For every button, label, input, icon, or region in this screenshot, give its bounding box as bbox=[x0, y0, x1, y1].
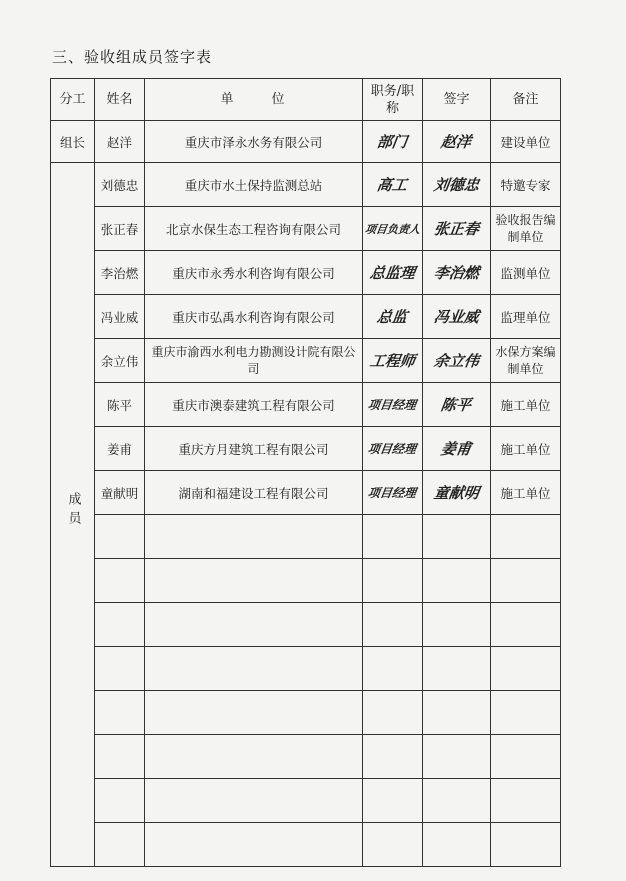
col-unit: 单位 bbox=[145, 79, 363, 121]
member-row bbox=[51, 207, 561, 251]
member-remark: 监测单位 bbox=[491, 251, 561, 295]
member-row bbox=[51, 471, 561, 515]
leader-name: 赵洋 bbox=[95, 121, 145, 163]
member-signature: 刘德忠 bbox=[432, 176, 481, 194]
member-group-role bbox=[51, 163, 95, 867]
member-position: 总监 bbox=[376, 308, 409, 326]
member-position: 高工 bbox=[376, 176, 409, 194]
member-row bbox=[51, 251, 561, 295]
member-position: 项目负责人 bbox=[364, 222, 421, 236]
member-position: 项目经理 bbox=[367, 442, 418, 456]
leader-signature-cell bbox=[423, 121, 491, 163]
member-name: 张正春 bbox=[95, 207, 145, 251]
leader-position: 部门 bbox=[376, 133, 409, 151]
empty-row bbox=[51, 823, 561, 867]
signature-table bbox=[50, 78, 561, 867]
member-unit: 重庆市渝西水利电力勘测设计院有限公司 bbox=[145, 339, 363, 383]
member-remark: 特邀专家 bbox=[491, 163, 561, 207]
member-name: 刘德忠 bbox=[95, 163, 145, 207]
member-name: 冯业威 bbox=[95, 295, 145, 339]
member-row bbox=[51, 163, 561, 207]
member-remark: 施工单位 bbox=[491, 471, 561, 515]
member-name: 李治燃 bbox=[95, 251, 145, 295]
member-unit: 重庆市澳泰建筑工程有限公司 bbox=[145, 383, 363, 427]
member-name: 童献明 bbox=[95, 471, 145, 515]
member-unit: 重庆方月建筑工程有限公司 bbox=[145, 427, 363, 471]
member-position: 项目经理 bbox=[367, 486, 418, 500]
section-heading: 三、验收组成员签字表 bbox=[52, 48, 213, 66]
member-unit: 湖南和福建设工程有限公司 bbox=[145, 471, 363, 515]
member-name: 陈平 bbox=[95, 383, 145, 427]
member-name: 姜甫 bbox=[95, 427, 145, 471]
member-remark: 水保方案编制单位 bbox=[491, 339, 561, 383]
col-role: 分工 bbox=[51, 79, 95, 121]
empty-row bbox=[51, 515, 561, 559]
leader-signature: 赵洋 bbox=[440, 133, 473, 151]
col-remark: 备注 bbox=[491, 79, 561, 121]
empty-row bbox=[51, 559, 561, 603]
member-remark: 验收报告编制单位 bbox=[491, 207, 561, 251]
member-remark: 施工单位 bbox=[491, 427, 561, 471]
member-row bbox=[51, 383, 561, 427]
member-group-label: 成员 bbox=[65, 492, 81, 530]
member-signature: 李治燃 bbox=[432, 264, 481, 282]
empty-row bbox=[51, 647, 561, 691]
member-signature: 余立伟 bbox=[432, 352, 481, 370]
member-row bbox=[51, 339, 561, 383]
col-position: 职务/职称 bbox=[363, 79, 423, 121]
leader-position-cell bbox=[363, 121, 423, 163]
header-row bbox=[51, 79, 561, 121]
leader-row bbox=[51, 121, 561, 163]
member-signature: 姜甫 bbox=[440, 440, 473, 458]
member-name: 余立伟 bbox=[95, 339, 145, 383]
member-position: 总监理 bbox=[368, 264, 417, 282]
member-position: 工程师 bbox=[368, 352, 417, 370]
col-name: 姓名 bbox=[95, 79, 145, 121]
member-remark: 施工单位 bbox=[491, 383, 561, 427]
member-signature: 童献明 bbox=[432, 484, 481, 502]
leader-unit: 重庆市泽永水务有限公司 bbox=[145, 121, 363, 163]
empty-row bbox=[51, 735, 561, 779]
empty-row bbox=[51, 603, 561, 647]
member-unit: 重庆市水土保持监测总站 bbox=[145, 163, 363, 207]
empty-row bbox=[51, 691, 561, 735]
member-row bbox=[51, 427, 561, 471]
member-unit: 重庆市弘禹水利咨询有限公司 bbox=[145, 295, 363, 339]
member-signature: 张正春 bbox=[432, 220, 481, 238]
col-signature: 签字 bbox=[423, 79, 491, 121]
leader-role: 组长 bbox=[51, 121, 95, 163]
member-position: 项目经理 bbox=[367, 398, 418, 412]
member-signature: 冯业威 bbox=[432, 308, 481, 326]
member-remark: 监理单位 bbox=[491, 295, 561, 339]
leader-remark: 建设单位 bbox=[491, 121, 561, 163]
empty-row bbox=[51, 779, 561, 823]
member-unit: 重庆市永秀水利咨询有限公司 bbox=[145, 251, 363, 295]
member-unit: 北京水保生态工程咨询有限公司 bbox=[145, 207, 363, 251]
member-row bbox=[51, 295, 561, 339]
member-signature: 陈平 bbox=[440, 396, 473, 414]
